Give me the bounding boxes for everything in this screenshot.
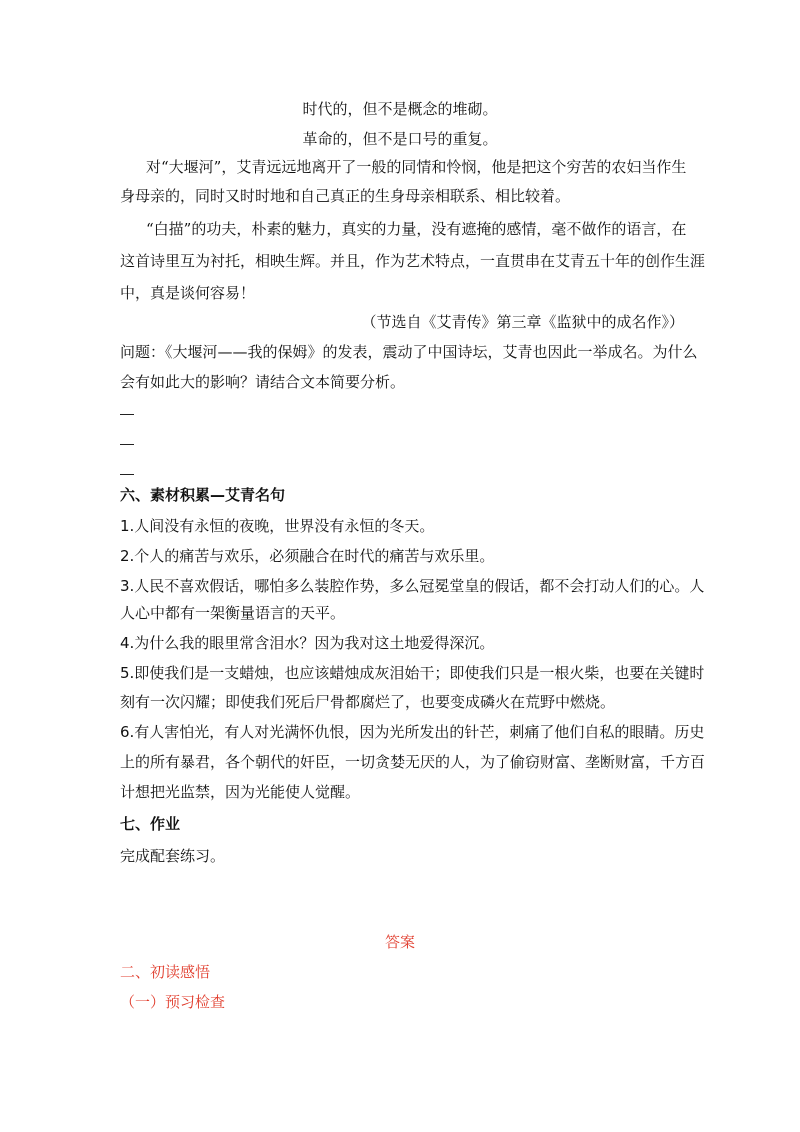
essay-source: （节选自《艾青传》第三章《监狱中的成名作》）	[361, 313, 684, 331]
quote-item-6-line-3: 计想把光监禁，因为光能使人觉醒。	[120, 783, 361, 801]
answers-section-2-heading: 二、初读感悟	[120, 963, 211, 981]
quote-item-3-line-2: 人心中都有一架衡量语言的天平。	[120, 604, 346, 622]
essay-paragraph-1-line-1: 对“大堰河”，艾青远远地离开了一般的同情和怜悯，他是把这个穷苦的农妇当作生	[146, 158, 687, 176]
section-7-heading: 七、作业	[120, 815, 181, 833]
quote-item-5-line-1: 5.即使我们是一支蜡烛，也应该蜡烛成灰泪始干；即使我们只是一根火柴，也要在关键时	[120, 664, 705, 682]
quote-item-1: 1.人间没有永恒的夜晚，世界没有永恒的冬天。	[120, 517, 435, 535]
quote-item-6-line-1: 6.有人害怕光，有人对光满怀仇恨，因为光所发出的针芒，刺痛了他们自私的眼睛。历史	[120, 723, 705, 741]
quote-item-3-line-1: 3.人民不喜欢假话，哪怕多么装腔作势，多么冠冕堂皇的假话，都不会打动人们的心。人	[120, 577, 705, 595]
answer-blank-line-1	[120, 414, 134, 415]
essay-paragraph-2-line-2: 这首诗里互为衬托，相映生辉。并且，作为艺术特点，一直贯串在艾青五十年的创作生涯	[120, 252, 706, 270]
answer-blank-line-2	[120, 444, 134, 445]
poem-line-2: 革命的，但不是口号的重复。	[302, 130, 498, 148]
quote-item-4: 4.为什么我的眼里常含泪水？因为我对这土地爱得深沉。	[120, 634, 495, 652]
essay-paragraph-2-line-1: “白描”的功夫，朴素的魅力，真实的力量，没有遮掩的感情，毫不做作的语言，在	[146, 220, 687, 238]
section-6-heading: 六、素材积累—艾青名句	[120, 486, 286, 504]
answers-title: 答案	[384, 933, 415, 951]
question-line-1: 问题：《大堰河——我的保姆》的发表，震动了中国诗坛，艾青也因此一举成名。为什么	[120, 343, 698, 361]
essay-paragraph-1-line-2: 身母亲的，同时又时时地和自己真正的生身母亲相联系、相比较着。	[120, 187, 571, 205]
quote-item-6-line-2: 上的所有暴君，各个朝代的奸臣，一切贪婪无厌的人，为了偷窃财富、垄断财富，千方百	[120, 753, 706, 771]
quote-item-2: 2.个人的痛苦与欢乐，必须融合在时代的痛苦与欢乐里。	[120, 547, 495, 565]
section-7-text: 完成配套练习。	[120, 847, 226, 865]
quote-item-5-line-2: 刻有一次闪耀；即使我们死后尸骨都腐烂了，也要变成磷火在荒野中燃烧。	[120, 693, 616, 711]
answers-subheading-1: （一）预习检查	[120, 993, 226, 1011]
question-line-2: 会有如此大的影响？请结合文本简要分析。	[120, 373, 406, 391]
answer-blank-line-3	[120, 474, 134, 475]
essay-paragraph-2-line-3: 中，真是谈何容易！	[120, 284, 256, 302]
poem-line-1: 时代的，但不是概念的堆砌。	[302, 100, 498, 118]
